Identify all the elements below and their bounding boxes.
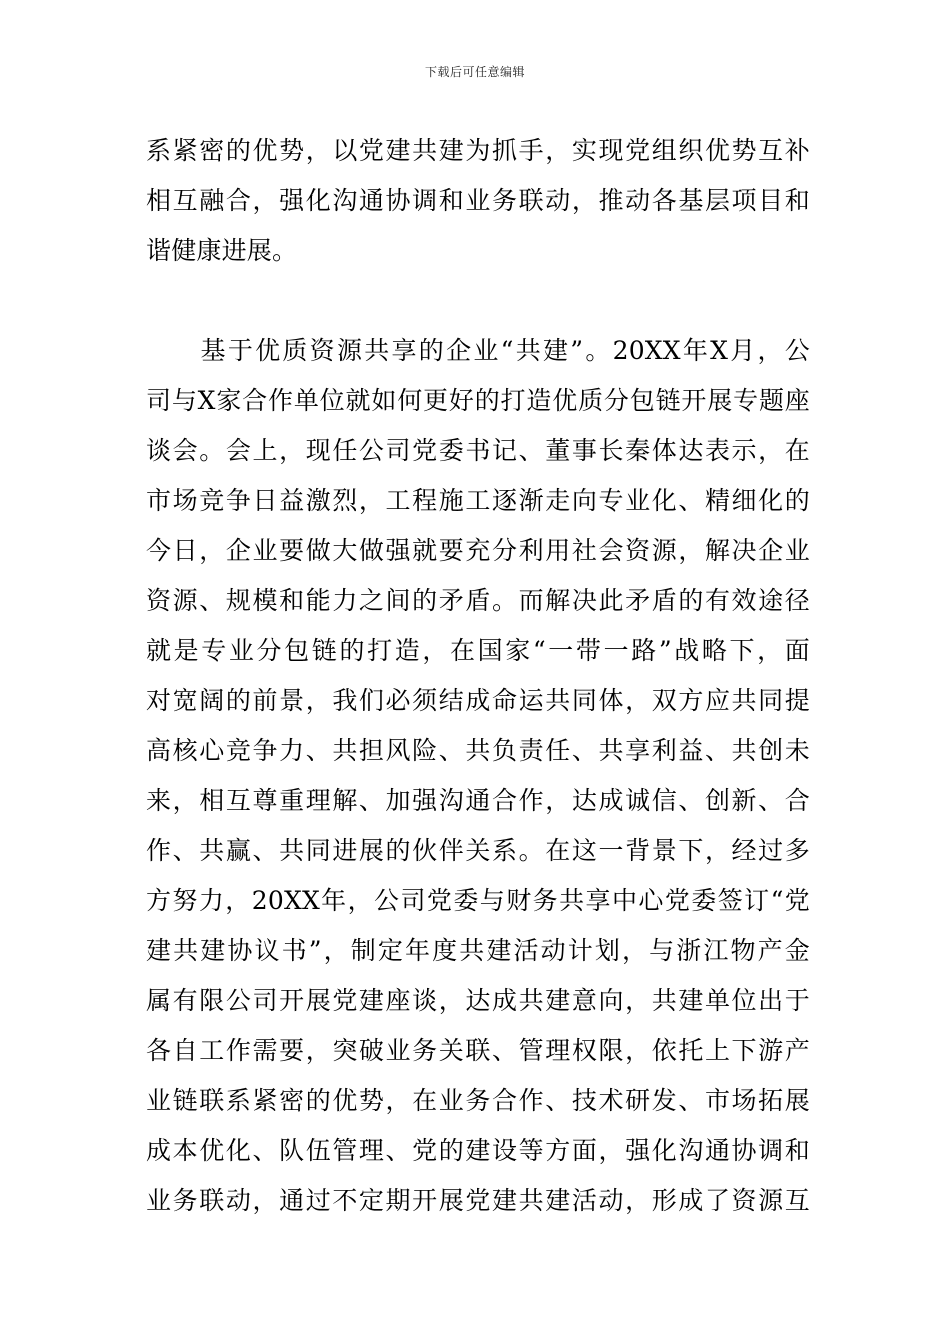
text-line: 成本优化、队伍管理、党的建设等方面，强化沟通协调和 (146, 1136, 810, 1165)
text-line: 来，相互尊重理解、加强沟通合作，达成诚信、创新、合 (146, 786, 810, 815)
text-line: 基于优质资源共享的企业“共建”。20XX年X月，公 (146, 336, 810, 365)
text-line: 业务联动，通过不定期开展党建共建活动，形成了资源互 (146, 1186, 810, 1215)
text-line: 谈会。会上，现任公司党委书记、董事长秦体达表示，在 (146, 436, 810, 465)
text-line: 司与X家合作单位就如何更好的打造优质分包链开展专题座 (146, 386, 810, 415)
text-line: 市场竞争日益激烈，工程施工逐渐走向专业化、精细化的 (146, 486, 810, 515)
paragraph-enterprise-co-building (146, 326, 810, 1226)
text-line: 对宽阔的前景，我们必须结成命运共同体，双方应共同提 (146, 686, 810, 715)
text-line: 系紧密的优势，以党建共建为抓手，实现党组织优势互补 (146, 136, 810, 165)
text-line: 各自工作需要，突破业务关联、管理权限，依托上下游产 (146, 1036, 810, 1065)
text-line: 建共建协议书”，制定年度共建活动计划，与浙江物产金 (146, 936, 810, 965)
text-line: 业链联系紧密的优势，在业务合作、技术研发、市场拓展 (146, 1086, 810, 1115)
paragraph-continuation (146, 126, 810, 276)
text-line: 属有限公司开展党建座谈，达成共建意向，共建单位出于 (146, 986, 810, 1015)
text-line: 方努力，20XX年，公司党委与财务共享中心党委签订“党 (146, 886, 810, 915)
text-line: 谐健康进展。 (146, 236, 298, 265)
text-line: 就是专业分包链的打造，在国家“一带一路”战略下，面 (146, 636, 810, 665)
text-line: 资源、规模和能力之间的矛盾。而解决此矛盾的有效途径 (146, 586, 810, 615)
text-line: 高核心竞争力、共担风险、共负责任、共享利益、共创未 (146, 736, 810, 765)
text-line: 今日，企业要做大做强就要充分利用社会资源，解决企业 (146, 536, 810, 565)
page-header-note: 下载后可任意编辑 (424, 65, 525, 79)
text-line: 作、共赢、共同进展的伙伴关系。在这一背景下，经过多 (146, 836, 810, 865)
text-line: 相互融合，强化沟通协调和业务联动，推动各基层项目和 (146, 186, 810, 215)
